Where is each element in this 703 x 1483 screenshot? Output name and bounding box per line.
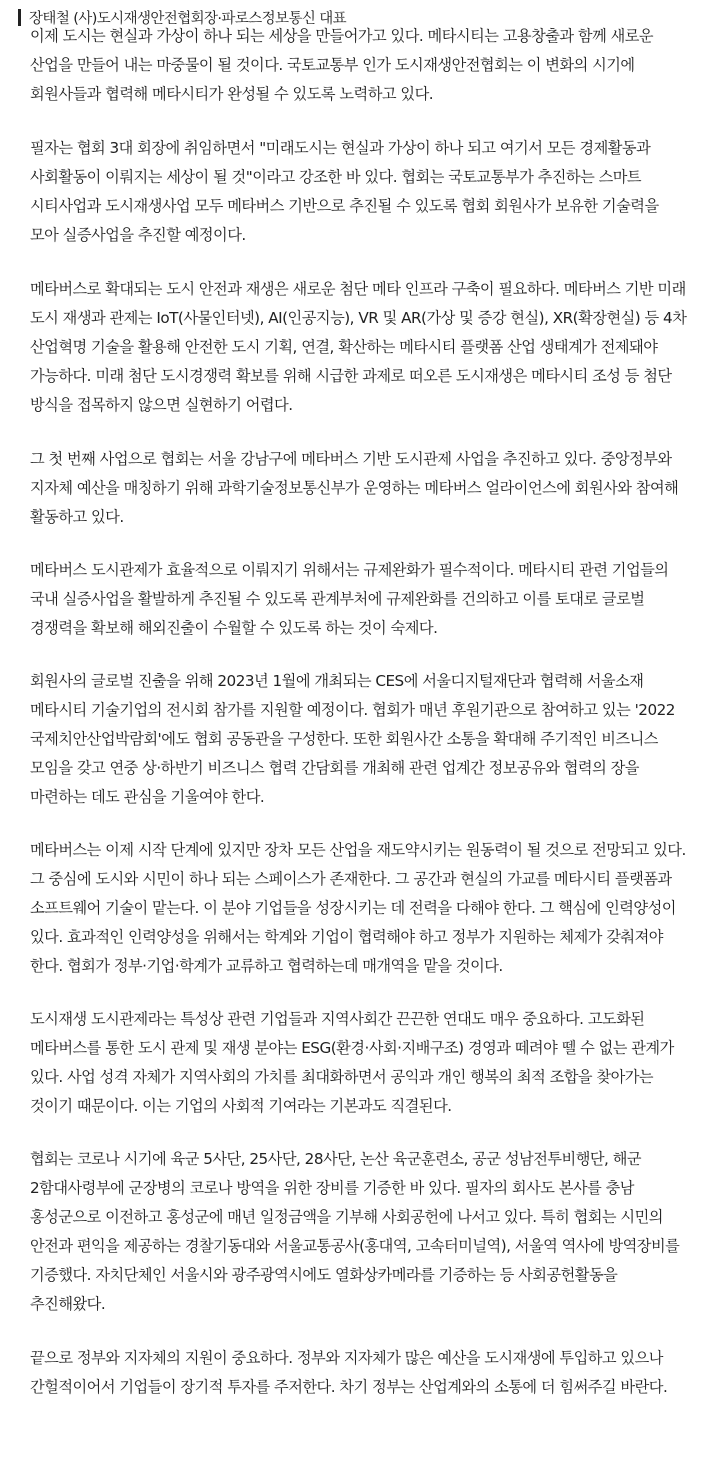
article-body [30,22,688,1402]
article-paragraph-3: 메타버스로 확대되는 도시 안전과 재생은 새로운 첨단 메타 인프라 구축이 필요하다. 메타버스 기반 미래 도시 재생과 관제는 IoT(사물인터넷), AI(인공지능), VR 및 AR(가상 및 증강 현실), XR(확장현실) 등 4차 산업혁명 기술을 활용해 안전한 도시 기획, 연결, 확산하는 메타시티 플랫폼 산업 생태계가 전제돼야 가능하다. 미래 첨단 도시경쟁력 확보를 위해 시급한 과제로 떠오른 도시재생은 메타시티 조성 등 첨단 방식을 접목하지 않으면 실현하기 어렵다. [30,280,687,414]
article-paragraph-2: 필자는 협회 3대 회장에 취임하면서 "미래도시는 현실과 가상이 하나 되고 여기서 모든 경제활동과 사회활동이 이뤄지는 세상이 될 것"이라고 강조한 바 있다. 협회는 국토교통부가 추진하는 스마트 시티사업과 도시재생사업 모두 메타버스 기반으로 추진될 수 있도록 협회 회원사가 보유한 기술력을 모아 실증사업을 추진할 예정이다. [30,139,659,244]
article-paragraph-8: 도시재생 도시관제라는 특성상 관련 기업들과 지역사회간 끈끈한 연대도 매우 중요하다. 고도화된 메타버스를 통한 도시 관제 및 재생 분야는 ESG(환경·사회·지배구조) 경영과 떼려야 뗄 수 없는 관계가 있다. 사업 성격 자체가 지역사회의 가치를 최대화하면서 공익과 개인 행복의 최적 조합을 찾아가는 것이기 때문이다. 이는 기업의 사회적 기여라는 기본과도 직결된다. [30,1010,674,1115]
byline-text: 장태철 (사)도시재생안전협회장·파로스정보통신 대표 [29,10,347,27]
article-paragraph-4: 그 첫 번째 사업으로 협회는 서울 강남구에 메타버스 기반 도시관제 사업을 추진하고 있다. 중앙정부와 지자체 예산을 매칭하기 위해 과학기술정보통신부가 운영하는 메타버스 얼라이언스에 회원사와 참여해 활동하고 있다. [30,450,679,526]
article-paragraph-9: 협회는 코로나 시기에 육군 5사단, 25사단, 28사단, 논산 육군훈련소, 공군 성남전투비행단, 해군 2함대사령부에 군장병의 코로나 방역을 위한 장비를 기증한 바 있다. 필자의 회사도 본사를 충남 홍성군으로 이전하고 홍성군에 매년 일정금액을 기부해 사회공헌에 나서고 있다. 특히 협회는 시민의 안전과 편익을 제공하는 경찰기동대와 서울교통공사(홍대역, 고속터미널역), 서울역 역사에 방역장비를 기증했다. 자치단체인 서울시와 광주광역시에도 열화상카메라를 기증하는 등 사회공헌활동을 추진해왔다. [30,1150,680,1313]
article-paragraph-5: 메타버스 도시관제가 효율적으로 이뤄지기 위해서는 규제완화가 필수적이다. 메타시티 관련 기업들의 국내 실증사업을 활발하게 추진될 수 있도록 관계부처에 규제완화를 건의하고 이를 토대로 글로벌 경쟁력을 확보해 해외진출이 수월할 수 있도록 하는 것이 숙제다. [30,561,669,637]
article-paragraph-10: 끝으로 정부와 지자체의 지원이 중요하다. 정부와 지자체가 많은 예산을 도시재생에 투입하고 있으나 간헐적이어서 기업들이 장기적 투자를 주저한다. 차기 정부는 산업계와의 소통에 더 힘써주길 바란다. [30,1349,668,1396]
article-paragraph-1: 이제 도시는 현실과 가상이 하나 되는 세상을 만들어가고 있다. 메타시티는 고용창출과 함께 새로운 산업을 만들어 내는 마중물이 될 것이다. 국토교통부 인가 도시재생안전협회는 이 변화의 시기에 회원사들과 협력해 메타시티가 완성될 수 있도록 노력하고 있다. [30,27,654,103]
article-paragraph-7: 메타버스는 이제 시작 단계에 있지만 장차 모든 산업을 재도약시키는 원동력이 될 것으로 전망되고 있다. 그 중심에 도시와 시민이 하나 되는 스페이스가 존재한다. 그 공간과 현실의 가교를 메타시티 플랫폼과 소프트웨어 기술이 맡는다. 이 분야 기업들을 성장시키는 데 전력을 다해야 한다. 그 핵심에 인력양성이 있다. 효과적인 인력양성을 위해서는 학계와 기업이 협력해야 하고 정부가 지원하는 체제가 갖춰져야 한다. 협회가 정부·기업·학계가 교류하고 협력하는데 매개역을 맡을 것이다. [30,841,686,975]
byline-marker [18,9,21,26]
article-paragraph-6: 회원사의 글로벌 진출을 위해 2023년 1월에 개최되는 CES에 서울디지털재단과 협력해 서울소재 메타시티 기술기업의 전시회 참가를 지원할 예정이다. 협회가 매년 후원기관으로 참여하고 있는 '2022 국제치안산업박람회'에도 협회 공동관을 구성한다. 또한 회원사간 소통을 확대해 주기적인 비즈니스 모임을 갖고 연중 상·하반기 비즈니스 협력 간담회를 개최해 관련 업계간 정보공유와 협력의 장을 마련하는 데도 관심을 기울여야 한다. [30,672,675,806]
